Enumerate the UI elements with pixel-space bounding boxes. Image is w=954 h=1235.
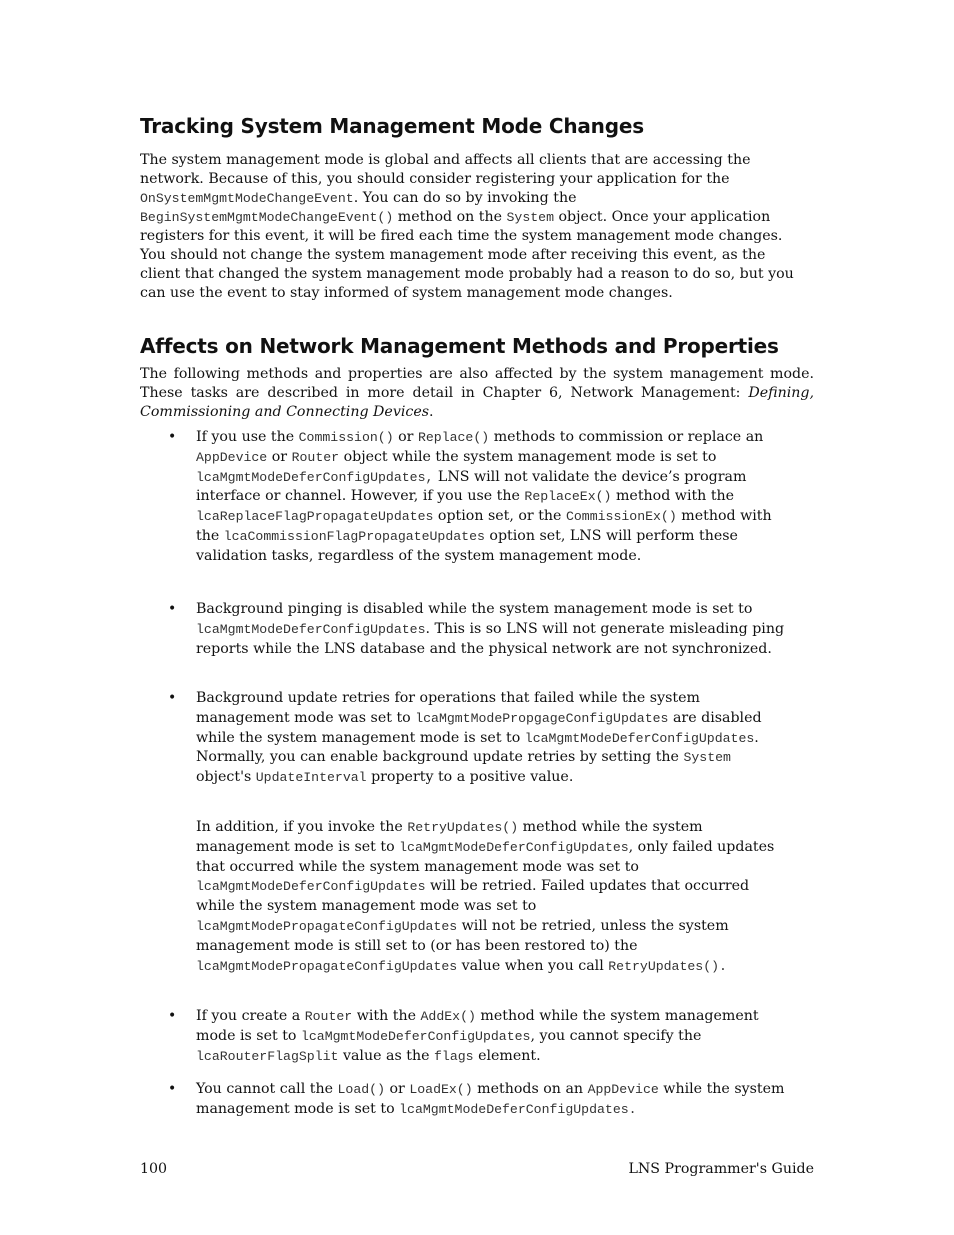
section-heading-affects: Affects on Network Management Methods and Properties (140, 334, 779, 358)
list-item-text: You cannot call the Load() or LoadEx() methods on an AppDevice while the system management mode is set to lcaMgmtModeDeferConfigUpdates. (196, 1081, 785, 1117)
bullet-marker: • (168, 1081, 177, 1097)
paragraph-tracking: The system management mode is global and affects all clients that are accessing the network. Because of this, you should consider registering your application for the OnSystemMgmtModeChangeEvent. You can do so by invoking the BeginSystemMgmtModeChangeEvent() method on the System object. Once your application registers for this event, it will be fired each time the system management mode changes. You should not change the system management mode after receiving this event, as the client that changed the system management mode probably had a reason to do so, but you can use the event to stay informed of system management mode changes. (140, 152, 794, 301)
list-item-text: Background pinging is disabled while the system management mode is set to lcaMgmtModeDeferConfigUpdates. This is so LNS will not generate misleading ping reports while the LNS database and the physical network are not synchronized. (196, 601, 785, 657)
list-item-text: In addition, if you invoke the RetryUpdates() method while the system management mode is set to lcaMgmtModeDeferConfigUpdates, only failed updates that occurred while the system management mode was set to lcaMgmtModeDeferConfigUpdates will be retried. Failed updates that occurred while the system management mode was set to lcaMgmtModePropagateConfigUpdates will not be retried, unless the system management mode is still set to (or has been restored to) the lcaMgmtModePropagateConfigUpdates value when you call RetryUpdates(). (196, 819, 775, 974)
list-item-text: If you use the Commission() or Replace() methods to commission or replace an AppDevice or Router object while the system management mode is set to lcaMgmtModeDeferConfigUpdates, LNS will not validate the device’s program interface or channel. However, if you use the ReplaceEx() method with the lcaReplaceFlagPropagateUpdates option set, or the CommissionEx() method with the lcaCommissionFlagPropagateUpdates option set, LNS will perform these validation tasks, regardless of the system management mode. (196, 429, 772, 564)
page-number: 100 (140, 1161, 168, 1177)
bullet-marker: • (168, 601, 177, 617)
list-item-text: If you create a Router with the AddEx() method while the system management mode is set to lcaMgmtModeDeferConfigUpdates, you cannot specify the lcaRouterFlagSplit value as the flags element. (196, 1008, 759, 1064)
bullet-marker: • (168, 690, 177, 706)
paragraph-affects-intro: The following methods and properties are also affected by the system management mode. These tasks are described in more detail in Chapter 6, Network Management: Defining, Commissioning and Connecting Devices. (140, 366, 814, 420)
bullet-marker: • (168, 429, 177, 445)
bullet-marker: • (168, 1008, 177, 1024)
section-heading-tracking: Tracking System Management Mode Changes (140, 114, 644, 138)
list-item-text: Background update retries for operations that failed while the system management mode was set to lcaMgmtModePropgageConfigUpdates are disabled while the system management mode is set to lcaMgmtModeDeferConfigUpdates. Normally, you can enable background update retries by setting the System object's UpdateInterval property to a positive value. (196, 690, 762, 786)
guide-title: LNS Programmer's Guide (628, 1161, 814, 1177)
